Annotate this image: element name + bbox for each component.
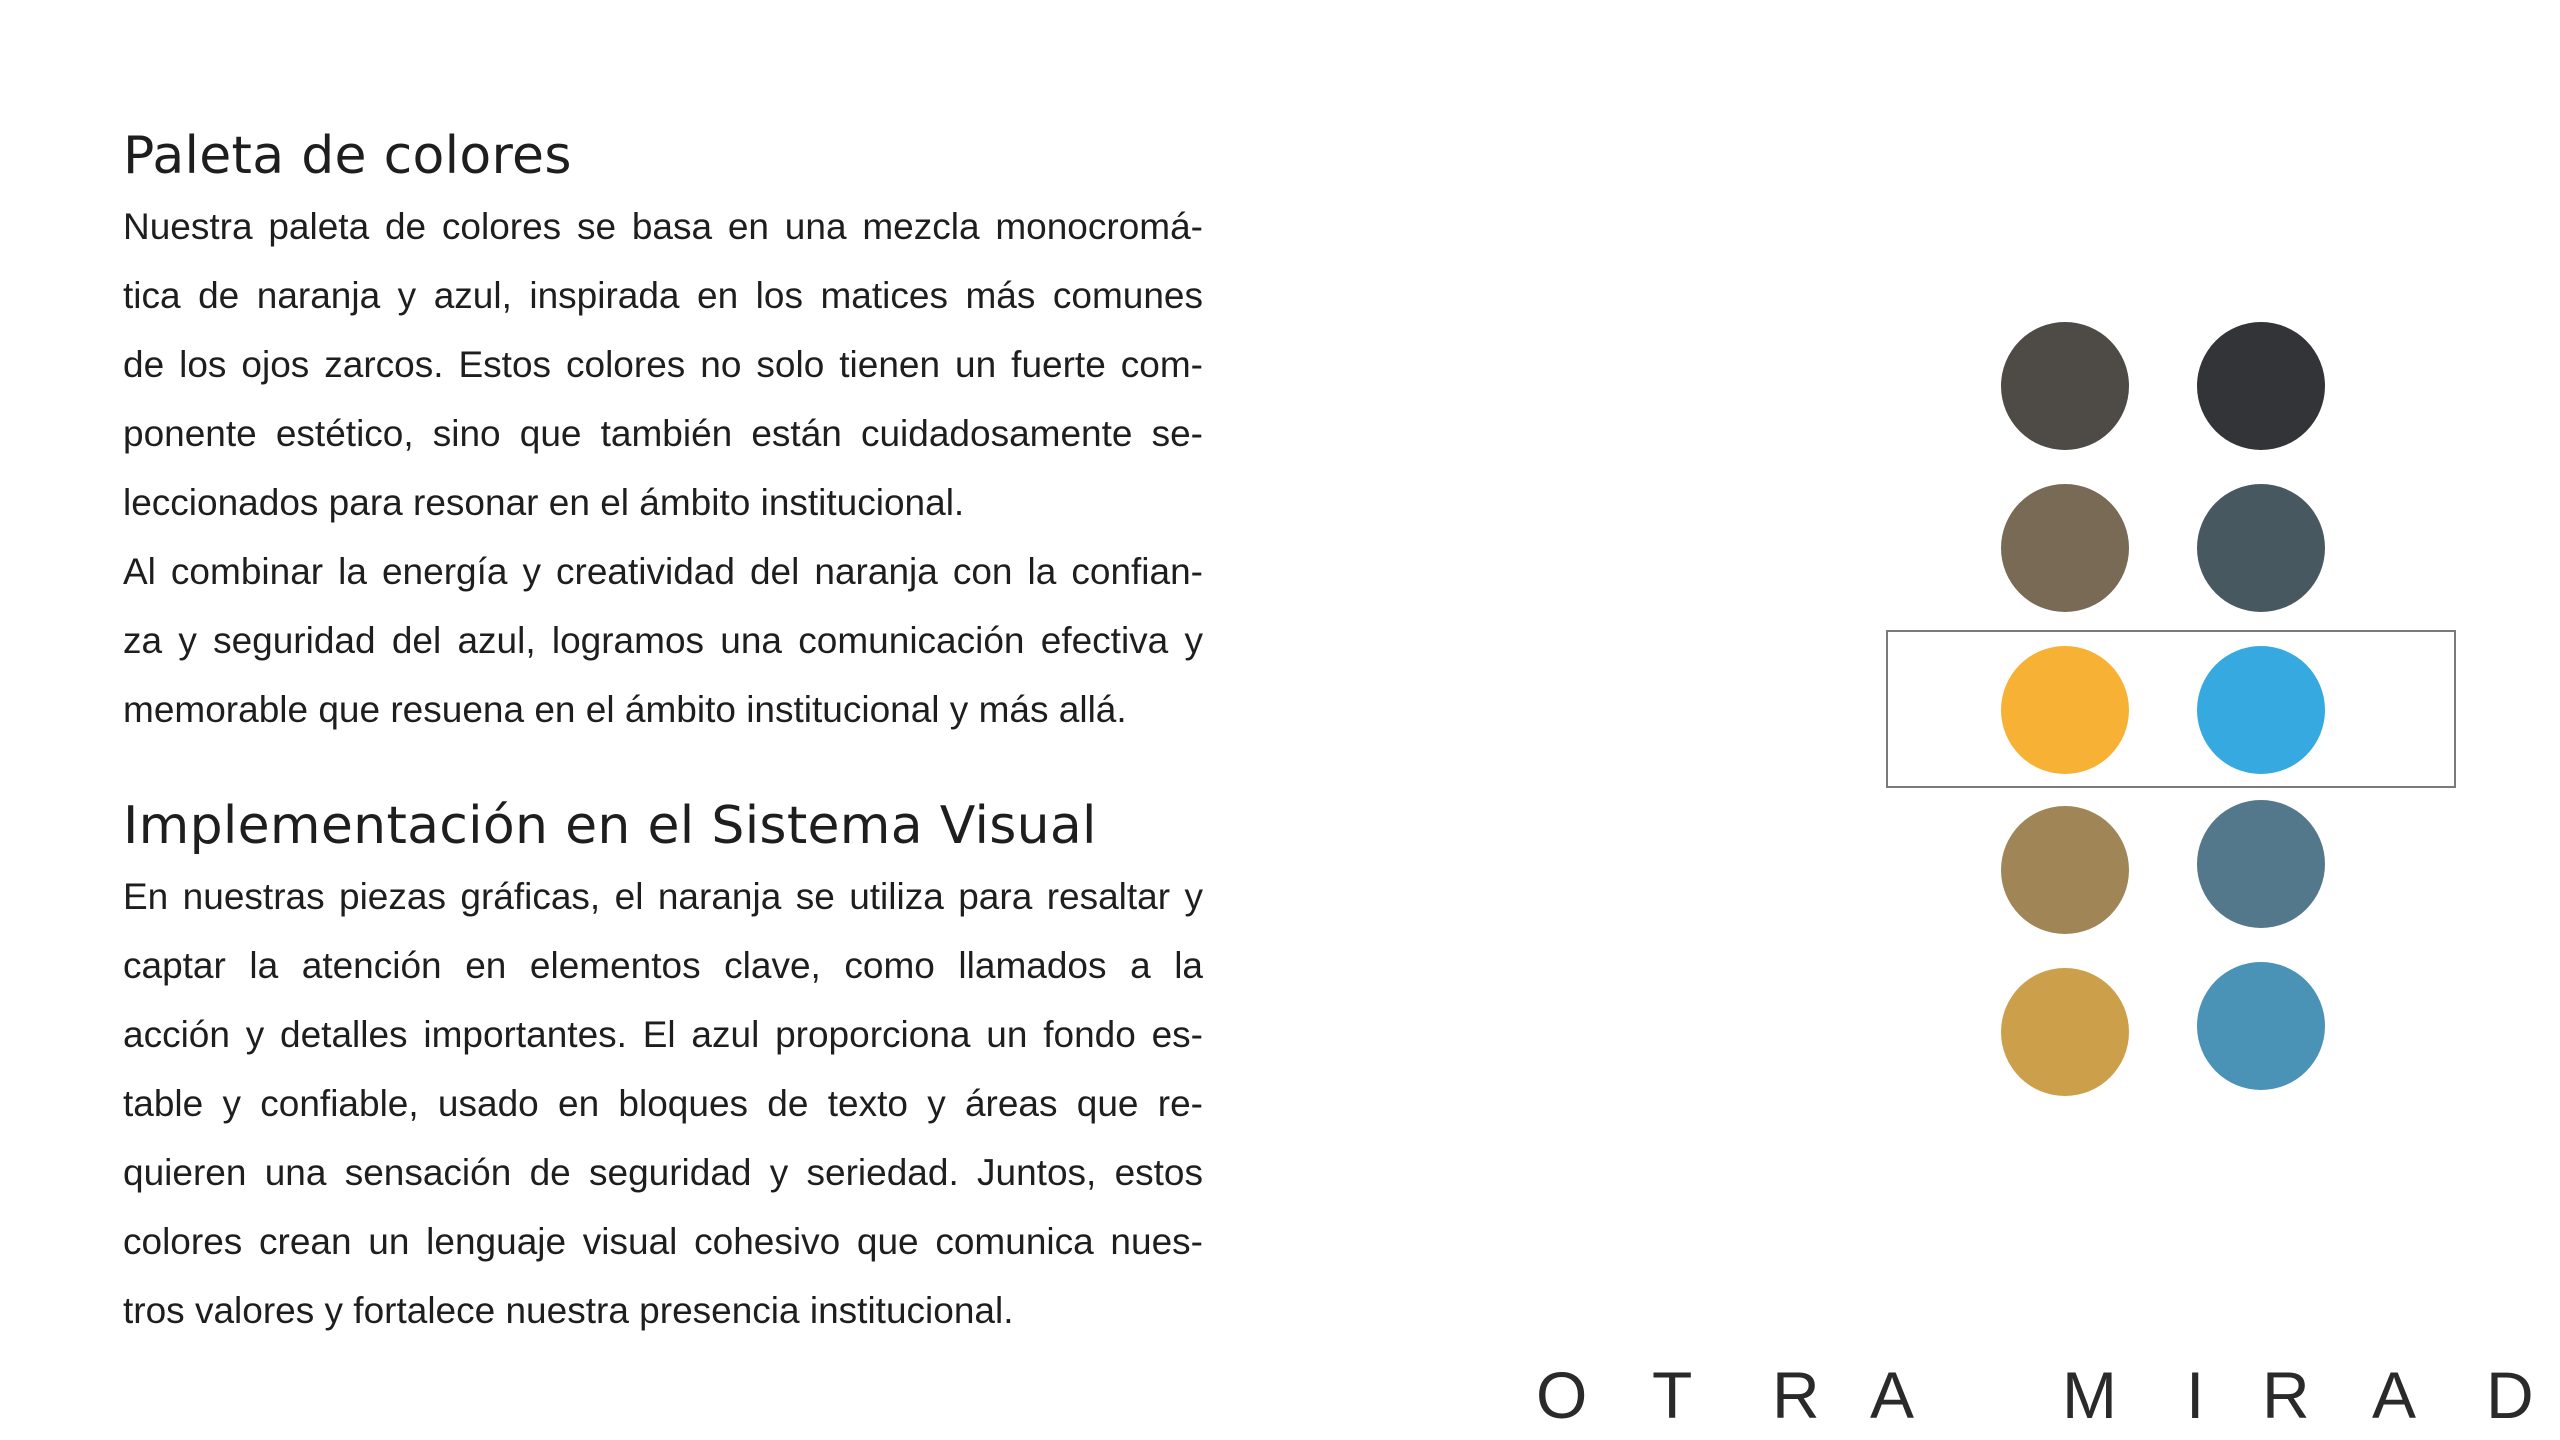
swatch-blue-3 bbox=[2197, 646, 2325, 774]
brand-letter: A bbox=[1870, 1358, 1915, 1432]
swatch-orange-3 bbox=[2001, 646, 2129, 774]
paragraph-line: colores crean un lenguaje visual cohesivo que comunica nues- bbox=[123, 1221, 1203, 1262]
paragraph-line: memorable que resuena en el ámbito institucional y más allá. bbox=[123, 689, 1127, 730]
paragraph-line: captar la atención en elementos clave, como llamados a la bbox=[123, 945, 1203, 986]
swatch-orange-1 bbox=[2001, 322, 2129, 450]
swatch-orange-4 bbox=[2001, 806, 2129, 934]
primary-colors-highlight-box bbox=[1886, 630, 2456, 788]
paragraph-line: ponente estético, sino que también están cuidadosamente se- bbox=[123, 413, 1203, 454]
paragraph-line: table y confiable, usado en bloques de texto y áreas que re- bbox=[123, 1083, 1203, 1124]
brand-letter: I bbox=[2186, 1358, 2205, 1432]
brand-letter: O bbox=[1536, 1358, 1588, 1432]
paragraph-line: tros valores y fortalece nuestra presencia institucional. bbox=[123, 1290, 1014, 1331]
swatch-orange-2 bbox=[2001, 484, 2129, 612]
swatch-blue-4 bbox=[2197, 800, 2325, 928]
brand-letter: R bbox=[2262, 1358, 2310, 1432]
paragraph-line: Al combinar la energía y creatividad del naranja con la confian- bbox=[123, 551, 1203, 592]
swatch-blue-2 bbox=[2197, 484, 2325, 612]
paragraph-line: En nuestras piezas gráficas, el naranja se utiliza para resaltar y bbox=[123, 876, 1203, 917]
paragraph-line: Nuestra paleta de colores se basa en una mezcla monocromá- bbox=[123, 206, 1203, 247]
paragraph-line: acción y detalles importantes. El azul proporciona un fondo es- bbox=[123, 1014, 1203, 1055]
brand-letter: M bbox=[2062, 1358, 2117, 1432]
swatch-blue-1 bbox=[2197, 322, 2325, 450]
brand-letter: T bbox=[1652, 1358, 1693, 1432]
paragraph-line: quieren una sensación de seguridad y seriedad. Juntos, estos bbox=[123, 1152, 1203, 1193]
paragraph-line: de los ojos zarcos. Estos colores no solo tienen un fuerte com- bbox=[123, 344, 1203, 385]
swatch-orange-5 bbox=[2001, 968, 2129, 1096]
section-title-color-palette: Paleta de colores bbox=[123, 126, 572, 186]
paragraph-line: leccionados para resonar en el ámbito institucional. bbox=[123, 482, 965, 523]
paragraph-line: tica de naranja y azul, inspirada en los matices más comunes bbox=[123, 275, 1203, 316]
paragraph-line: za y seguridad del azul, logramos una comunicación efectiva y bbox=[123, 620, 1203, 661]
section-title-implementation: Implementación en el Sistema Visual bbox=[123, 796, 1097, 856]
brand-letter: R bbox=[1772, 1358, 1820, 1432]
swatch-blue-5 bbox=[2197, 962, 2325, 1090]
brand-letter: A bbox=[2372, 1358, 2417, 1432]
brand-letter: D bbox=[2486, 1358, 2534, 1432]
